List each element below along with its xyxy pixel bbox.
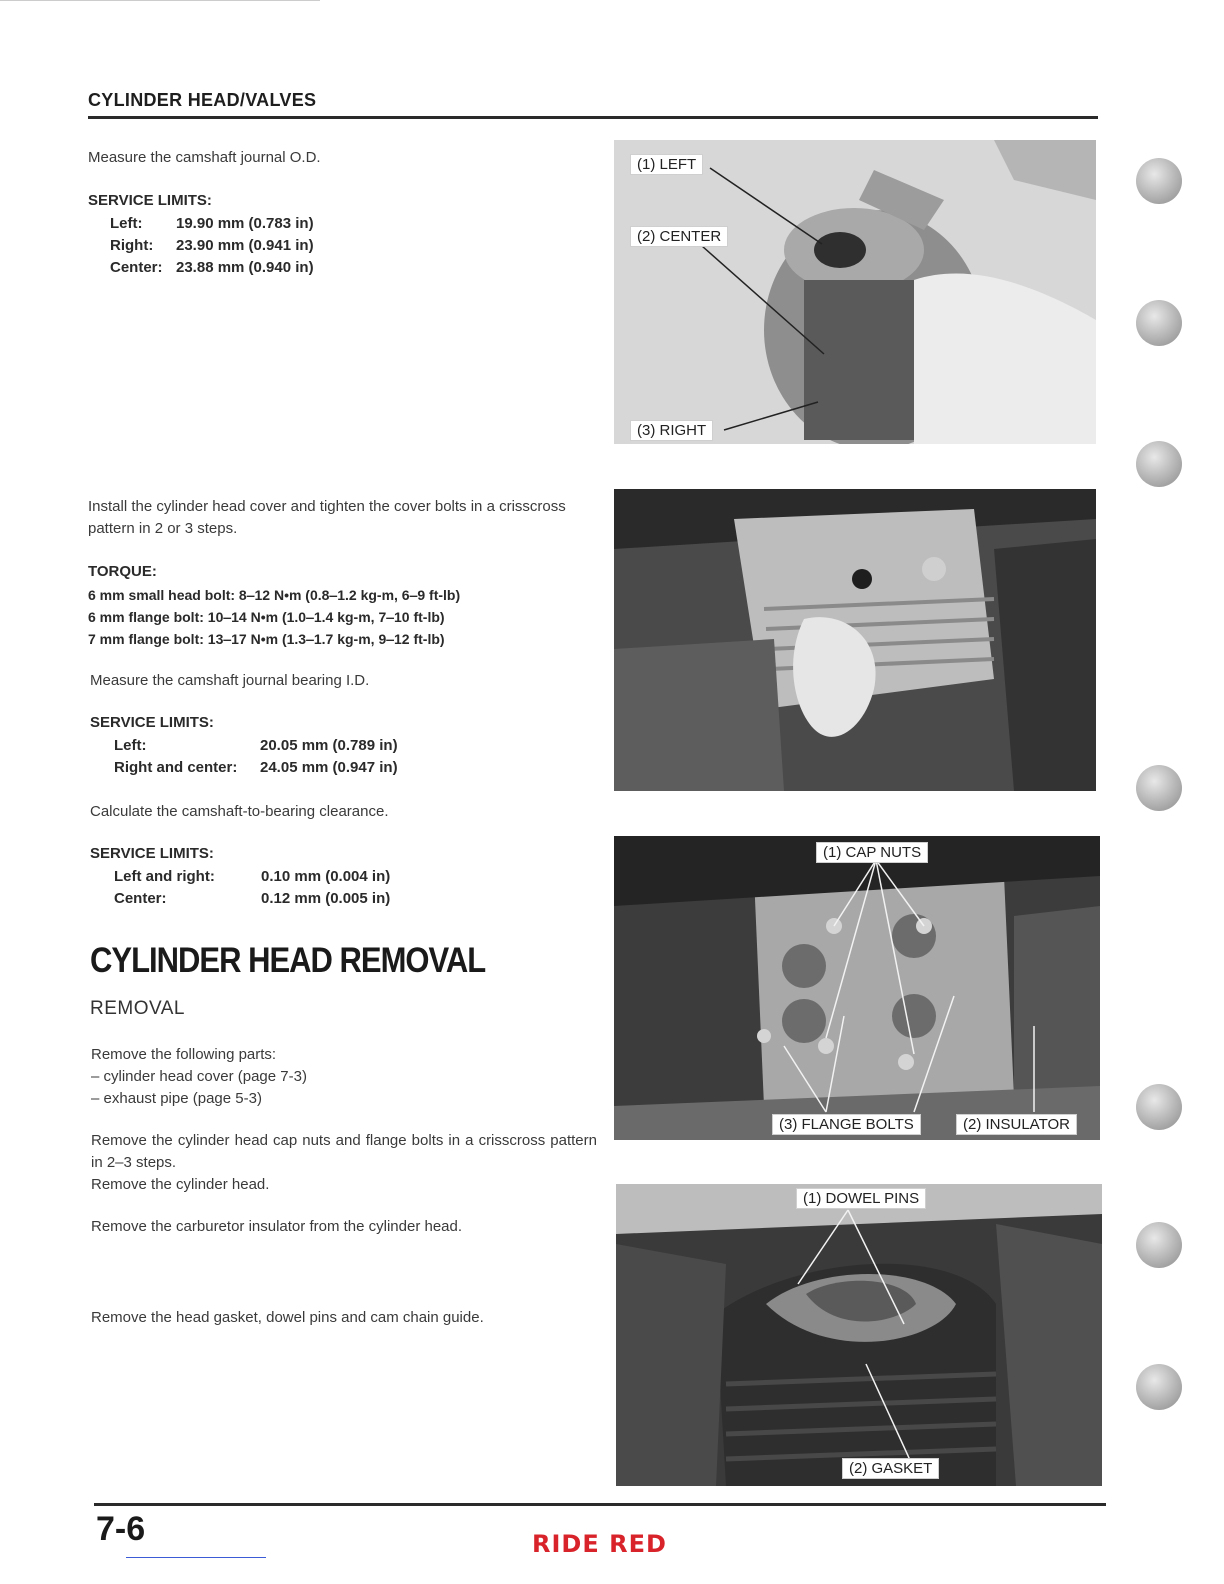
spec-value: 20.05 mm (0.789 in) <box>260 737 398 754</box>
spec-value: 23.88 mm (0.940 in) <box>176 259 314 276</box>
spec-key: Right: <box>110 237 154 254</box>
page-number: 7-6 <box>96 1510 146 1548</box>
torque-label: TORQUE: <box>88 563 157 580</box>
callout-insulator: (2) INSULATOR <box>956 1114 1077 1135</box>
spec-value: 19.90 mm (0.783 in) <box>176 215 314 232</box>
binder-hole <box>1136 765 1182 811</box>
binder-hole <box>1136 1364 1182 1410</box>
spec-row <box>110 235 314 257</box>
spec-key: Left: <box>110 215 143 232</box>
page-link-underline[interactable] <box>126 1557 266 1558</box>
removal-step-head: Remove the cylinder head. <box>91 1176 270 1193</box>
removal-parts-intro: Remove the following parts: <box>91 1046 277 1063</box>
bearing-id-limits-label: SERVICE LIMITS: <box>90 714 214 731</box>
binder-hole <box>1136 1084 1182 1130</box>
torque-specs <box>88 584 460 650</box>
removal-step-insulator: Remove the carburetor insulator from the cylinder head. <box>91 1218 463 1235</box>
torque-row: 7 mm flange bolt: 13‒17 N•m (1.3‒1.7 kg-m, 9‒12 ft-lb) <box>88 631 445 647</box>
bearing-id-instruction: Measure the camshaft journal bearing I.D. <box>90 672 370 689</box>
spec-key: Left and right: <box>114 868 215 885</box>
spec-value: 23.90 mm (0.941 in) <box>176 237 314 254</box>
spec-value: 0.12 mm (0.005 in) <box>261 890 391 907</box>
callout-flange-bolts: (3) FLANGE BOLTS <box>772 1114 921 1135</box>
spec-value: 24.05 mm (0.947 in) <box>260 759 398 776</box>
figure-camshaft-measure-photo <box>614 140 1096 444</box>
spec-row <box>114 735 398 757</box>
camshaft-od-limits-label: SERVICE LIMITS: <box>88 192 212 209</box>
callout-center: (2) CENTER <box>630 226 728 247</box>
camshaft-od-limits <box>110 213 314 279</box>
spec-row <box>114 866 390 888</box>
brand-logo: RIDE RED <box>532 1530 667 1558</box>
figure-cover-install-photo <box>614 489 1096 791</box>
list-item: – cylinder head cover (page 7-3) <box>91 1068 307 1085</box>
callout-cap-nuts: (1) CAP NUTS <box>816 842 928 863</box>
leader-lines <box>614 836 1100 1140</box>
leader-lines <box>616 1184 1102 1486</box>
spec-row <box>110 213 314 235</box>
clearance-instruction: Calculate the camshaft-to-bearing clearance. <box>90 803 389 820</box>
figure-dowel-pins-photo <box>616 1184 1102 1486</box>
photo-illustration <box>614 489 1096 791</box>
torque-row: 6 mm small head bolt: 8‒12 N•m (0.8‒1.2 kg-m, 6‒9 ft-lb) <box>88 587 461 603</box>
clearance-limits <box>114 866 390 910</box>
removal-step-gasket: Remove the head gasket, dowel pins and cam chain guide. <box>91 1309 484 1326</box>
clearance-limits-label: SERVICE LIMITS: <box>90 845 214 862</box>
callout-left: (1) LEFT <box>630 154 703 175</box>
spec-row <box>114 757 398 779</box>
removal-subheading: REMOVAL <box>90 998 186 1019</box>
spec-key: Left: <box>114 737 147 754</box>
spec-key: Right and center: <box>114 759 238 776</box>
list-item: – exhaust pipe (page 5-3) <box>91 1090 262 1107</box>
removal-step-cap-nuts: Remove the cylinder head cap nuts and flange bolts in a crisscross pattern in 2‒3 steps. <box>91 1132 597 1171</box>
leader-lines <box>614 140 1096 444</box>
callout-right: (3) RIGHT <box>630 420 713 441</box>
header-divider <box>88 116 1098 119</box>
binder-hole <box>1136 1222 1182 1268</box>
spec-value: 0.10 mm (0.004 in) <box>261 868 391 885</box>
callout-gasket: (2) GASKET <box>842 1458 939 1479</box>
callout-dowel-pins: (1) DOWEL PINS <box>796 1188 926 1209</box>
binder-hole <box>1136 441 1182 487</box>
page-section-title: CYLINDER HEAD/VALVES <box>88 90 317 110</box>
binder-hole <box>1136 158 1182 204</box>
spec-key: Center: <box>110 259 163 276</box>
footer-divider <box>94 1503 1106 1506</box>
removal-parts-list <box>91 1066 307 1110</box>
removal-section-heading: CYLINDER HEAD REMOVAL <box>90 940 486 981</box>
spec-row <box>110 257 314 279</box>
torque-row: 6 mm flange bolt: 10‒14 N•m (1.0‒1.4 kg-m, 7‒10 ft-lb) <box>88 609 445 625</box>
spec-row <box>114 888 390 910</box>
binder-hole <box>1136 300 1182 346</box>
spec-key: Center: <box>114 890 167 907</box>
camshaft-od-instruction: Measure the camshaft journal O.D. <box>88 149 321 166</box>
top-edge-line <box>0 0 320 1</box>
cover-install-instruction: Install the cylinder head cover and tighten the cover bolts in a crisscross pattern in 2 or 3 steps. <box>88 498 566 537</box>
bearing-id-limits <box>114 735 398 779</box>
figure-cap-nuts-photo <box>614 836 1100 1140</box>
